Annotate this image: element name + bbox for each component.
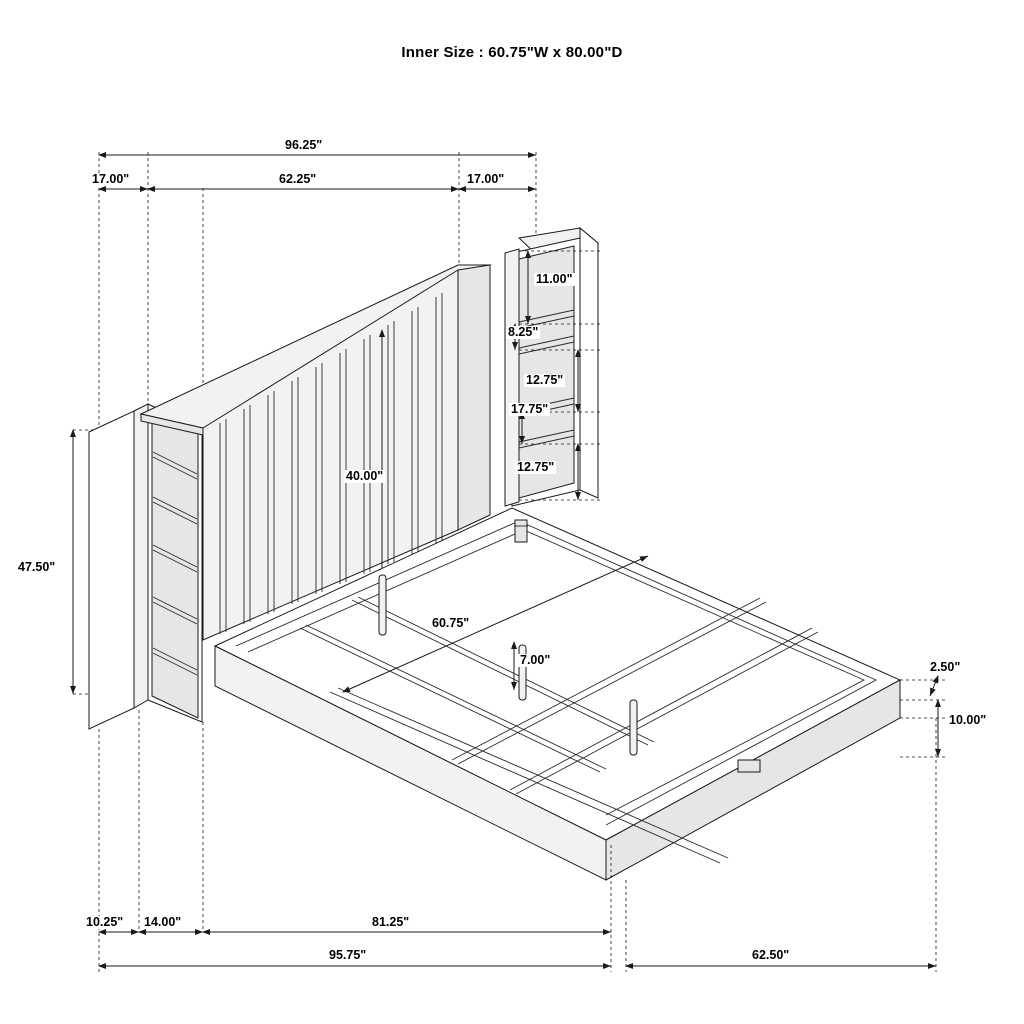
dimension-label: 40.00": [346, 469, 384, 483]
dimension-label: 12.75": [517, 460, 555, 474]
dimension-label: 81.25": [372, 915, 410, 929]
right-rail-dimensions: [900, 676, 946, 757]
dimension-label: 62.50": [752, 948, 790, 962]
left-bookcase-unit: [89, 404, 202, 729]
dimension-label: 11.00": [536, 272, 573, 286]
dimension-label: 60.75": [432, 616, 470, 630]
dimension-label: 12.75": [526, 373, 564, 387]
dimension-label: 10.25": [86, 915, 124, 929]
dimension-label: 8.25": [508, 325, 539, 339]
dimension-label: 96.25": [285, 138, 323, 152]
dimension-label: 7.00": [520, 653, 551, 667]
dimension-label: 14.00": [144, 915, 182, 929]
page-title: Inner Size : 60.75"W x 80.00"D: [401, 44, 623, 61]
dimension-label: 17.00": [92, 172, 130, 186]
dimension-label: 2.50": [930, 660, 961, 674]
dimension-label: 10.00": [949, 713, 987, 727]
dimension-label: 95.75": [329, 948, 367, 962]
dimension-label: 17.00": [467, 172, 505, 186]
dimension-label: 47.50": [18, 560, 56, 574]
dimension-label: 62.25": [279, 172, 317, 186]
dimension-label: 17.75": [511, 402, 549, 416]
bottom-dimension-lines: [99, 932, 936, 966]
